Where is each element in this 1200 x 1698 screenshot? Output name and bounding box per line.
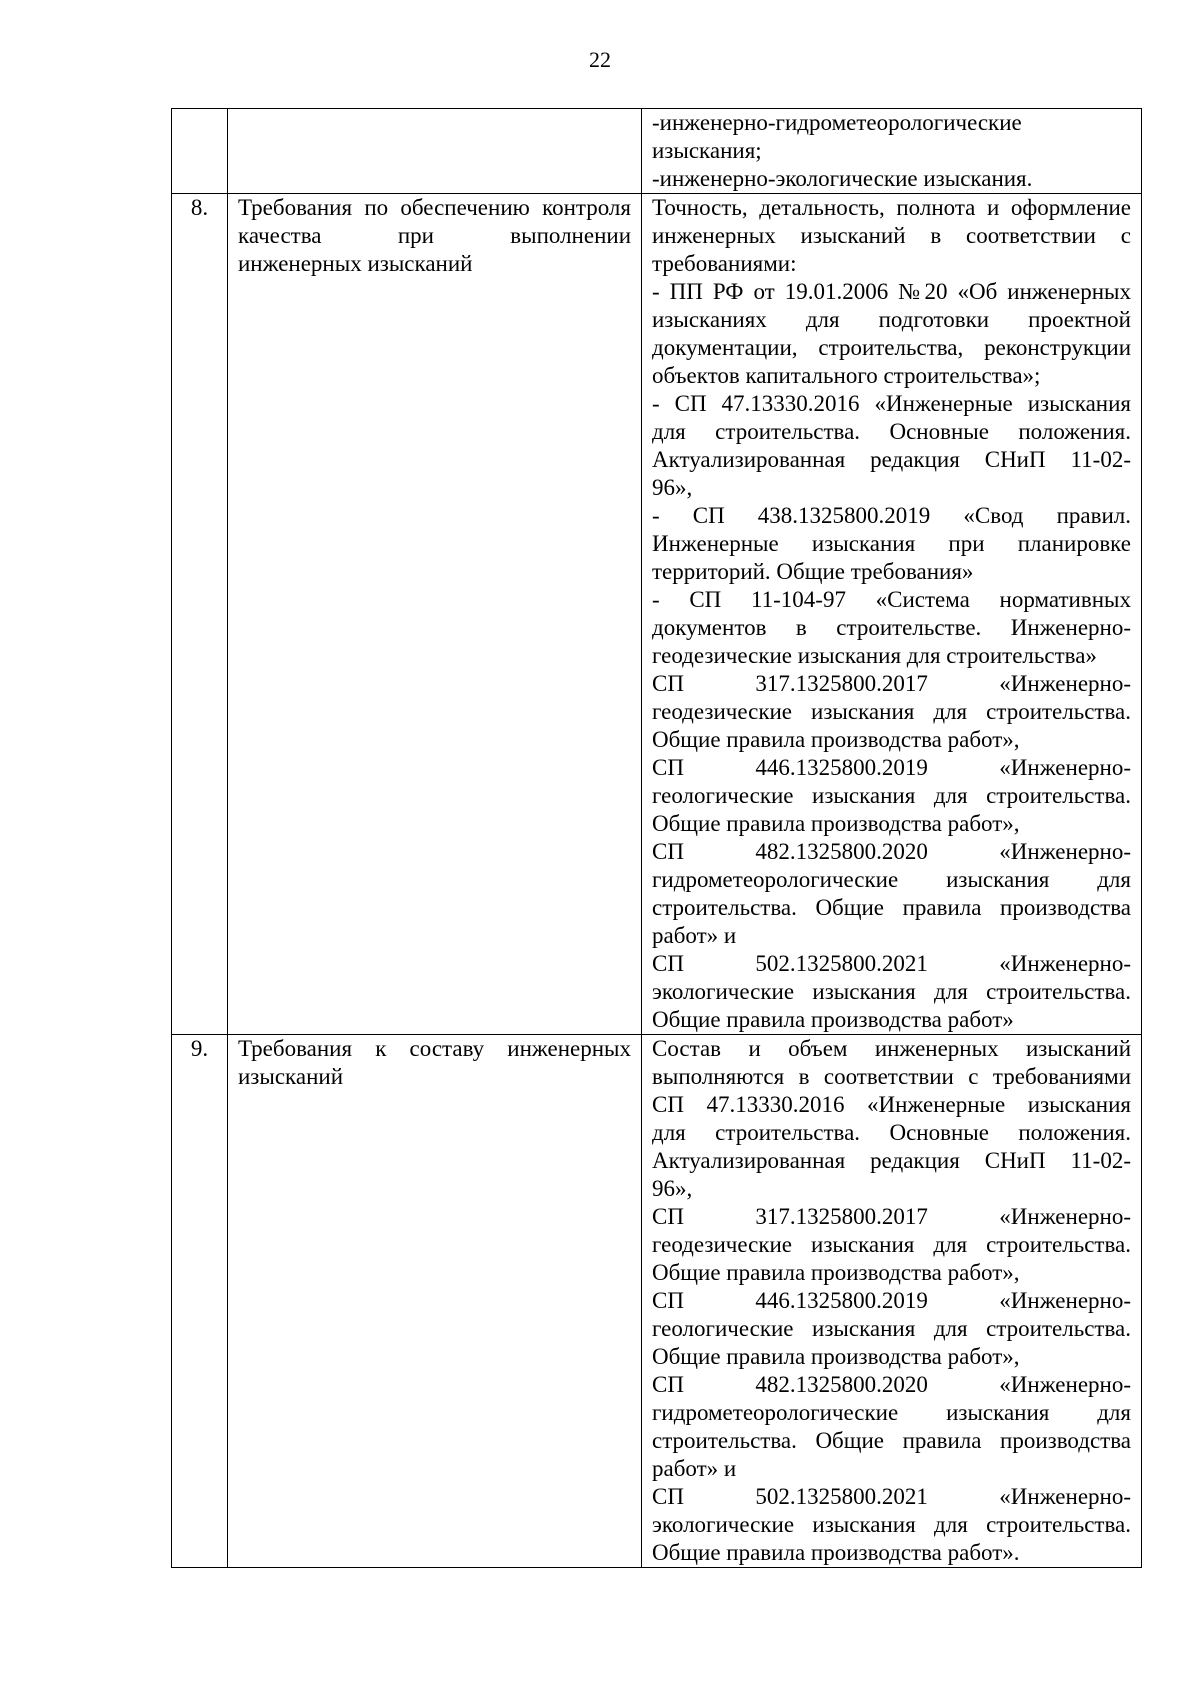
cell-text-line: изысканиях для подготовки проектной — [652, 307, 1131, 332]
cell-text-line: Актуализированная редакция СНиП 11-02- — [652, 1148, 1131, 1173]
cell-text-line: Состав и объем инженерных изысканий — [652, 1036, 1131, 1061]
cell-text-line: качества при выполнении — [238, 223, 631, 248]
cell-text-line: - СП 438.1325800.2019 «Свод правил. — [652, 503, 1131, 528]
cell-text-line: геодезические изыскания для строительства. — [652, 1232, 1131, 1257]
cell-text-line: - СП 47.13330.2016 «Инженерные изыскания — [652, 391, 1131, 416]
cell-text-line: документации, строительства, реконструкции — [652, 335, 1131, 360]
cell-text-line: Точность, детальность, полнота и оформление — [652, 195, 1131, 220]
cell-text-line: -инженерно-гидрометеорологические — [652, 110, 1022, 135]
cell-text-line: гидрометеорологические изыскания для — [652, 1400, 1131, 1425]
cell-text-line: - СП 11-104-97 «Система нормативных — [652, 587, 1131, 612]
cell-text-line: СП 446.1325800.2019 «Инженерно- — [652, 755, 1131, 780]
requirement-name-cell — [228, 109, 642, 194]
cell-text-line: изыскания; — [652, 138, 762, 163]
cell-text-line: строительства. Общие правила производства — [652, 895, 1131, 920]
cell-text-line: документов в строительстве. Инженерно- — [652, 615, 1131, 640]
requirements-table — [171, 108, 1142, 1568]
cell-text-line: изысканий — [238, 1064, 344, 1089]
cell-text-line: Актуализированная редакция СНиП 11-02- — [652, 447, 1131, 472]
requirement-value-cell — [642, 1035, 1142, 1568]
cell-text-line: экологические изыскания для строительства. — [652, 979, 1131, 1004]
cell-text-line: Общие правила производства работ» — [652, 1007, 1014, 1032]
cell-text-line: геологические изыскания для строительства. — [652, 1316, 1131, 1341]
cell-text-line: Общие правила производства работ», — [652, 811, 1020, 836]
cell-text-line: Требования к составу инженерных — [238, 1036, 631, 1061]
cell-text-line: СП 47.13330.2016 «Инженерные изыскания — [652, 1092, 1131, 1117]
cell-text-line: Общие правила производства работ». — [652, 1540, 1020, 1565]
cell-text-line: СП 317.1325800.2017 «Инженерно- — [652, 671, 1131, 696]
cell-text-line: СП 502.1325800.2021 «Инженерно- — [652, 951, 1131, 976]
table-row-9 — [172, 1035, 1142, 1568]
cell-text-line: инженерных изысканий — [238, 251, 473, 276]
row-number-cell — [172, 109, 228, 194]
cell-text-line: СП 482.1325800.2020 «Инженерно- — [652, 1372, 1131, 1397]
table-row-continuation — [172, 109, 1142, 194]
cell-text-line: 96», — [652, 1176, 693, 1201]
cell-text-line: территорий. Общие требования» — [652, 559, 974, 584]
cell-text-line: для строительства. Основные положения. — [652, 1120, 1131, 1145]
row-number-cell: 8. — [172, 194, 228, 1035]
cell-text-line: 96», — [652, 475, 693, 500]
cell-text-line: объектов капитального строительства»; — [652, 363, 1041, 388]
cell-text-line: Общие правила производства работ», — [652, 1344, 1020, 1369]
cell-text-line: СП 482.1325800.2020 «Инженерно- — [652, 839, 1131, 864]
cell-text-line: - ПП РФ от 19.01.2006 №20 «Об инженерных — [652, 279, 1131, 304]
cell-text-line: выполняются в соответствии с требованиями — [652, 1064, 1131, 1089]
cell-text-line: гидрометеорологические изыскания для — [652, 867, 1131, 892]
cell-text-line: -инженерно-экологические изыскания. — [652, 166, 1033, 191]
cell-text-line: инженерных изысканий в соответствии с — [652, 223, 1131, 248]
requirement-name-cell — [228, 194, 642, 1035]
cell-text-line: СП 317.1325800.2017 «Инженерно- — [652, 1204, 1131, 1229]
table-row-8 — [172, 194, 1142, 1035]
page-number: 22 — [589, 47, 611, 72]
cell-text-line: Общие правила производства работ», — [652, 1260, 1020, 1285]
cell-text-line: строительства. Общие правила производства — [652, 1428, 1131, 1453]
cell-text-line: экологические изыскания для строительства. — [652, 1512, 1131, 1537]
cell-text-line: СП 502.1325800.2021 «Инженерно- — [652, 1484, 1131, 1509]
cell-text-line: Инженерные изыскания при планировке — [652, 531, 1131, 556]
cell-text-line: требованиями: — [652, 251, 797, 276]
cell-text-line: для строительства. Основные положения. — [652, 419, 1131, 444]
cell-text-line: работ» и — [652, 923, 737, 948]
cell-text-line: Требования по обеспечению контроля — [238, 195, 631, 220]
cell-text-line: геологические изыскания для строительства. — [652, 783, 1131, 808]
row-number-cell: 9. — [172, 1035, 228, 1568]
cell-text-line: СП 446.1325800.2019 «Инженерно- — [652, 1288, 1131, 1313]
requirement-name-cell — [228, 1035, 642, 1568]
cell-text-line: геодезические изыскания для строительства. — [652, 699, 1131, 724]
cell-text-line: геодезические изыскания для строительства» — [652, 643, 1097, 668]
cell-text-line: работ» и — [652, 1456, 737, 1481]
requirement-value-cell — [642, 109, 1142, 194]
requirement-value-cell — [642, 194, 1142, 1035]
cell-text-line: Общие правила производства работ», — [652, 727, 1020, 752]
